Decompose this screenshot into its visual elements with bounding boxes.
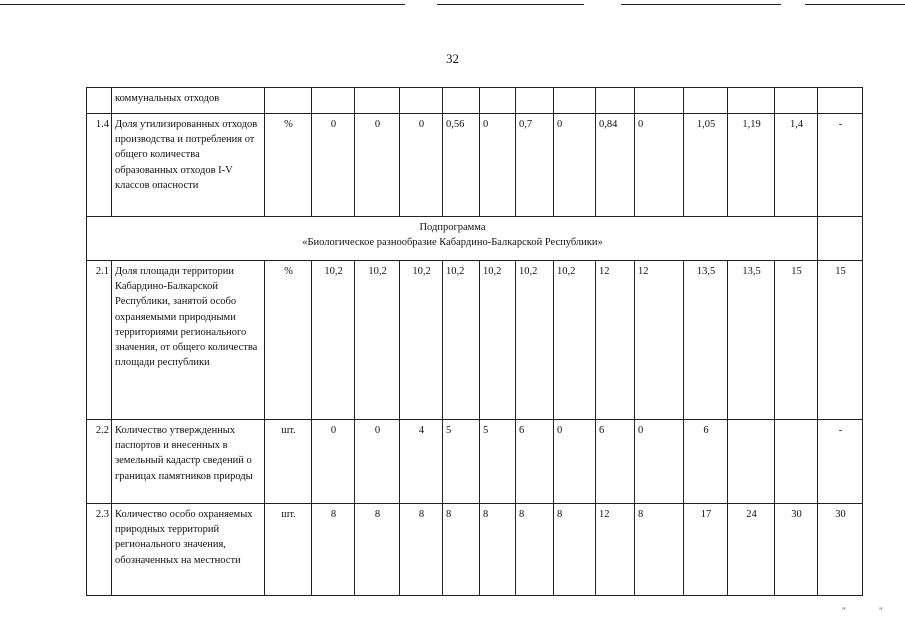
value-cell: 10,2	[355, 261, 400, 420]
value-cell: 6	[516, 420, 554, 504]
top-rule	[805, 4, 905, 5]
row-index: 1.4	[87, 114, 112, 217]
subprogram-row	[87, 217, 863, 261]
top-rule	[621, 4, 781, 5]
value-cell: 10,2	[554, 261, 596, 420]
value-cell: 8	[516, 504, 554, 596]
table-row	[87, 88, 863, 114]
value-cell: 0	[400, 114, 443, 217]
indicator-name: коммунальных отходов	[112, 88, 265, 114]
value-cell	[596, 88, 635, 114]
table-row	[87, 504, 863, 596]
value-cell: 10,2	[516, 261, 554, 420]
value-cell: 8	[635, 504, 684, 596]
top-rule	[0, 4, 405, 5]
value-cell: 8	[480, 504, 516, 596]
value-cell	[635, 88, 684, 114]
value-cell	[443, 88, 480, 114]
value-cell: 6	[596, 420, 635, 504]
value-cell: 24	[728, 504, 775, 596]
value-cell	[818, 88, 863, 114]
unit-cell: шт.	[265, 504, 312, 596]
value-cell: 0	[554, 420, 596, 504]
value-cell: 12	[596, 504, 635, 596]
unit-cell: шт.	[265, 420, 312, 504]
value-cell: 0	[554, 114, 596, 217]
value-cell: 12	[635, 261, 684, 420]
value-cell: 12	[596, 261, 635, 420]
value-cell: 10,2	[480, 261, 516, 420]
value-cell: 0	[355, 420, 400, 504]
page-number: 32	[446, 51, 459, 66]
value-cell: 0,7	[516, 114, 554, 217]
value-cell: 17	[684, 504, 728, 596]
value-cell	[400, 88, 443, 114]
value-cell: 1,4	[775, 114, 818, 217]
table-row	[87, 420, 863, 504]
value-cell	[516, 88, 554, 114]
value-cell	[312, 88, 355, 114]
value-cell	[728, 420, 775, 504]
value-cell: 8	[400, 504, 443, 596]
value-cell: 13,5	[684, 261, 728, 420]
value-cell: 13,5	[728, 261, 775, 420]
row-index	[87, 88, 112, 114]
value-cell: 10,2	[312, 261, 355, 420]
footer-mark: "	[879, 606, 883, 616]
value-cell: 0,84	[596, 114, 635, 217]
value-cell	[775, 420, 818, 504]
footer-mark: "	[842, 606, 846, 616]
value-cell: 8	[355, 504, 400, 596]
value-cell: 30	[775, 504, 818, 596]
row-index: 2.1	[87, 261, 112, 420]
table-row	[87, 114, 863, 217]
row-index: 2.2	[87, 420, 112, 504]
value-cell: -	[818, 114, 863, 217]
value-cell: 15	[818, 261, 863, 420]
subprogram-heading	[87, 217, 818, 261]
value-cell	[480, 88, 516, 114]
table-row	[87, 261, 863, 420]
value-cell: 0	[635, 420, 684, 504]
value-cell	[355, 88, 400, 114]
value-cell: 10,2	[443, 261, 480, 420]
value-cell: 5	[443, 420, 480, 504]
value-cell: 10,2	[400, 261, 443, 420]
value-cell: 4	[400, 420, 443, 504]
unit-cell: %	[265, 261, 312, 420]
value-cell: 30	[818, 504, 863, 596]
value-cell	[554, 88, 596, 114]
subprogram-label: Подпрограмма	[419, 222, 486, 233]
indicator-name: Доля утилизированных отходов производства и потребления от общего количества образованных отходов I-V классов опасности	[112, 114, 265, 217]
value-cell: 8	[443, 504, 480, 596]
row-index: 2.3	[87, 504, 112, 596]
value-cell: 0,56	[443, 114, 480, 217]
subprogram-title: «Биологическое разнообразие Кабардино-Балкарской Республики»	[302, 237, 603, 249]
value-cell	[684, 88, 728, 114]
indicator-name: Количество особо охраняемых природных территорий регионального значения, обозначенных на местности	[112, 504, 265, 596]
indicator-name: Количество утвержденных паспортов и внесенных в земельный кадастр сведений о границах памятников природы	[112, 420, 265, 504]
subprogram-empty-cell	[818, 217, 863, 261]
indicators-table	[86, 87, 863, 596]
value-cell: 1,05	[684, 114, 728, 217]
value-cell: 0	[312, 114, 355, 217]
value-cell	[728, 88, 775, 114]
top-rule	[437, 4, 584, 5]
value-cell: 8	[312, 504, 355, 596]
indicator-name: Доля площади территории Кабардино-Балкарской Республики, занятой особо охраняемыми природными территориями регионального значения, от общего количества площади республики	[112, 261, 265, 420]
value-cell	[775, 88, 818, 114]
unit-cell	[265, 88, 312, 114]
value-cell: 0	[635, 114, 684, 217]
value-cell: -	[818, 420, 863, 504]
value-cell: 0	[480, 114, 516, 217]
value-cell: 1,19	[728, 114, 775, 217]
unit-cell: %	[265, 114, 312, 217]
value-cell: 6	[684, 420, 728, 504]
value-cell: 8	[554, 504, 596, 596]
value-cell: 15	[775, 261, 818, 420]
value-cell: 0	[355, 114, 400, 217]
value-cell: 5	[480, 420, 516, 504]
value-cell: 0	[312, 420, 355, 504]
